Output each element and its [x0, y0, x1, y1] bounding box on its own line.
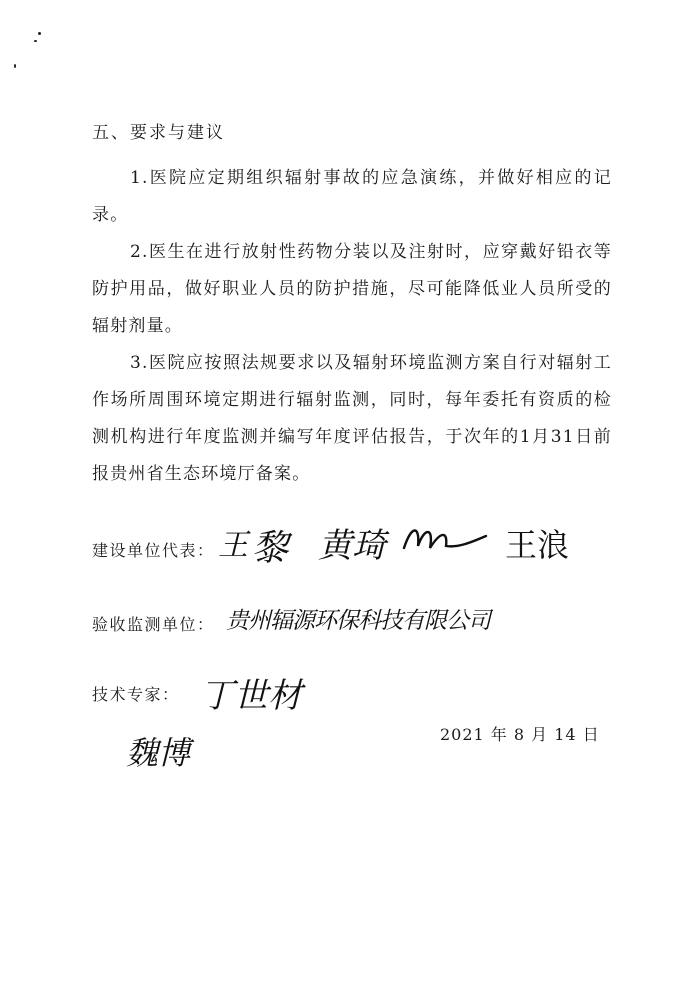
signature-4: 王浪 [505, 526, 570, 564]
requirement-item-3: 3.医院应按照法规要求以及辐射环境监测方案自行对辐射工作场所周围环境定期进行辐射监测，同时，每年委托有资质的检测机构进行年度监测并编写年度评估报告，于次年的1月31日前报贵州省生态环境厅备案。 [92, 353, 612, 484]
requirement-item-2: 2.医生在进行放射性药物分装以及注射时，应穿戴好铅衣等防护用品，做好职业人员的防护措施，尽可能降低业人员所受的辐射剂量。 [92, 242, 612, 336]
expert-signature-1: 丁世材 [200, 676, 302, 716]
requirement-item-1: 1.医院应定期组织辐射事故的应急演练，并做好相应的记录。 [92, 168, 612, 225]
document-date: 2021 年 8 月 14 日 [440, 725, 600, 744]
section-heading: 五、要求与建议 [92, 123, 225, 143]
monitoring-unit-signature: 贵州辐源环保科技有限公司 [226, 608, 490, 634]
monitoring-unit-label: 验收监测单位： [92, 615, 215, 634]
expert-signature-2: 魏博 [126, 734, 191, 772]
signature-2: 黎 [252, 528, 289, 569]
signature-scribble [400, 518, 490, 558]
signature-3: 黄琦 [318, 526, 386, 566]
expert-label: 技术专家： [92, 685, 180, 704]
signature-1: 王 [218, 528, 248, 563]
construction-rep-label: 建设单位代表： [92, 541, 215, 560]
